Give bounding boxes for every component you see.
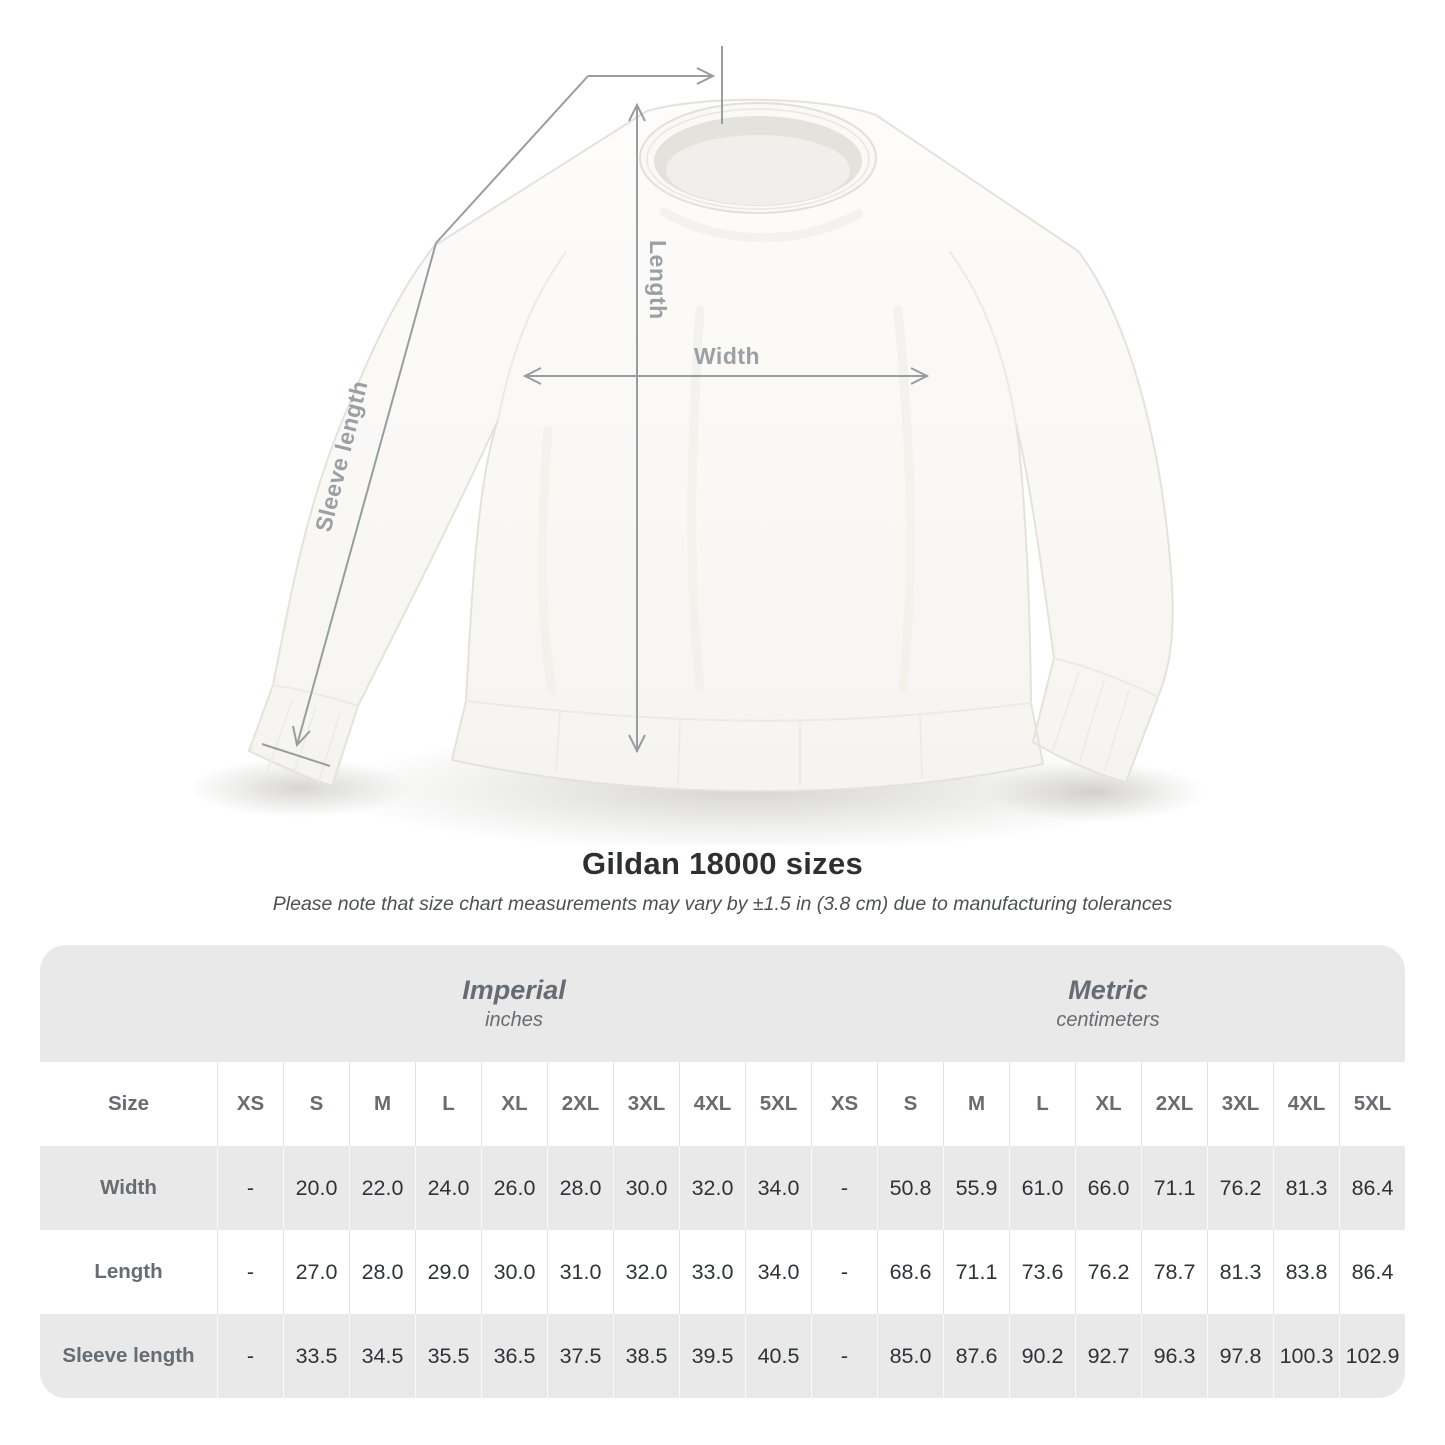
imperial-unit: inches bbox=[485, 1009, 543, 1031]
value-cell: 78.7 bbox=[1141, 1230, 1207, 1314]
value-cell: 83.8 bbox=[1273, 1230, 1339, 1314]
size-header-l: L bbox=[415, 1062, 481, 1146]
value-cell: 50.8 bbox=[877, 1146, 943, 1230]
value-cell: 55.9 bbox=[943, 1146, 1009, 1230]
row-width bbox=[40, 1146, 1405, 1230]
value-cell: 66.0 bbox=[1075, 1146, 1141, 1230]
size-header-l: L bbox=[1009, 1062, 1075, 1146]
value-cell: - bbox=[811, 1314, 877, 1398]
value-cell: 81.3 bbox=[1273, 1146, 1339, 1230]
value-cell: 90.2 bbox=[1009, 1314, 1075, 1398]
value-cell: 68.6 bbox=[877, 1230, 943, 1314]
value-cell: 32.0 bbox=[679, 1146, 745, 1230]
value-cell: 28.0 bbox=[547, 1146, 613, 1230]
size-header-s: S bbox=[283, 1062, 349, 1146]
value-cell: - bbox=[217, 1230, 283, 1314]
value-cell: 73.6 bbox=[1009, 1230, 1075, 1314]
size-header-5xl: 5XL bbox=[745, 1062, 811, 1146]
value-cell: 61.0 bbox=[1009, 1146, 1075, 1230]
value-cell: 38.5 bbox=[613, 1314, 679, 1398]
row-label: Length bbox=[94, 1260, 163, 1283]
value-cell: 85.0 bbox=[877, 1314, 943, 1398]
value-cell: 34.0 bbox=[745, 1146, 811, 1230]
length-label: Length bbox=[645, 240, 671, 320]
value-cell: 37.5 bbox=[547, 1314, 613, 1398]
value-cell: 28.0 bbox=[349, 1230, 415, 1314]
value-cell: 31.0 bbox=[547, 1230, 613, 1314]
value-cell: 102.9 bbox=[1339, 1314, 1405, 1398]
size-header-2xl: 2XL bbox=[1141, 1062, 1207, 1146]
size-header-3xl: 3XL bbox=[1207, 1062, 1273, 1146]
row-label: Width bbox=[100, 1176, 157, 1199]
value-cell: - bbox=[217, 1314, 283, 1398]
value-cell: 30.0 bbox=[481, 1230, 547, 1314]
value-cell: - bbox=[811, 1230, 877, 1314]
value-cell: 34.0 bbox=[745, 1230, 811, 1314]
sleeve-length-label: Sleeve length bbox=[309, 377, 373, 535]
value-cell: 86.4 bbox=[1339, 1146, 1405, 1230]
size-table bbox=[40, 945, 1405, 1398]
value-cell: 92.7 bbox=[1075, 1314, 1141, 1398]
metric-group-header bbox=[811, 945, 1405, 1062]
row-sleeve-length bbox=[40, 1314, 1405, 1398]
value-cell: 35.5 bbox=[415, 1314, 481, 1398]
band-spacer bbox=[40, 945, 217, 1062]
value-cell: 26.0 bbox=[481, 1146, 547, 1230]
value-cell: - bbox=[811, 1146, 877, 1230]
row-length bbox=[40, 1230, 1405, 1314]
value-cell: 29.0 bbox=[415, 1230, 481, 1314]
value-cell: 33.0 bbox=[679, 1230, 745, 1314]
imperial-group-header bbox=[217, 945, 811, 1062]
width-label: Width bbox=[693, 343, 761, 369]
value-cell: 33.5 bbox=[283, 1314, 349, 1398]
size-table-rows bbox=[40, 1062, 1405, 1398]
value-cell: 71.1 bbox=[943, 1230, 1009, 1314]
size-header-xs: XS bbox=[217, 1062, 283, 1146]
size-header-xl: XL bbox=[1075, 1062, 1141, 1146]
value-cell: 87.6 bbox=[943, 1314, 1009, 1398]
value-cell: 36.5 bbox=[481, 1314, 547, 1398]
size-column-header: Size bbox=[107, 1092, 150, 1115]
value-cell: 39.5 bbox=[679, 1314, 745, 1398]
size-header-5xl: 5XL bbox=[1339, 1062, 1405, 1146]
metric-unit: centimeters bbox=[1056, 1009, 1160, 1031]
value-cell: 81.3 bbox=[1207, 1230, 1273, 1314]
value-cell: 96.3 bbox=[1141, 1314, 1207, 1398]
size-header-row bbox=[40, 1062, 1405, 1146]
value-cell: 32.0 bbox=[613, 1230, 679, 1314]
collar bbox=[640, 103, 876, 213]
size-header-s: S bbox=[877, 1062, 943, 1146]
size-header-xl: XL bbox=[481, 1062, 547, 1146]
size-header-4xl: 4XL bbox=[1273, 1062, 1339, 1146]
value-cell: 100.3 bbox=[1273, 1314, 1339, 1398]
size-header-2xl: 2XL bbox=[547, 1062, 613, 1146]
imperial-title: Imperial bbox=[462, 975, 566, 1005]
row-label: Sleeve length bbox=[62, 1344, 195, 1367]
size-header-3xl: 3XL bbox=[613, 1062, 679, 1146]
value-cell: 27.0 bbox=[283, 1230, 349, 1314]
sweatshirt-illustration bbox=[249, 100, 1173, 791]
units-band bbox=[40, 945, 1405, 1062]
value-cell: 22.0 bbox=[349, 1146, 415, 1230]
value-cell: 71.1 bbox=[1141, 1146, 1207, 1230]
page-title: Gildan 18000 sizes bbox=[581, 846, 864, 881]
value-cell: 20.0 bbox=[283, 1146, 349, 1230]
value-cell: 40.5 bbox=[745, 1314, 811, 1398]
size-header-xs: XS bbox=[811, 1062, 877, 1146]
value-cell: 34.5 bbox=[349, 1314, 415, 1398]
value-cell: 86.4 bbox=[1339, 1230, 1405, 1314]
size-header-m: M bbox=[943, 1062, 1009, 1146]
value-cell: 30.0 bbox=[613, 1146, 679, 1230]
value-cell: 97.8 bbox=[1207, 1314, 1273, 1398]
value-cell: 76.2 bbox=[1207, 1146, 1273, 1230]
size-header-4xl: 4XL bbox=[679, 1062, 745, 1146]
value-cell: - bbox=[217, 1146, 283, 1230]
value-cell: 24.0 bbox=[415, 1146, 481, 1230]
size-header-m: M bbox=[349, 1062, 415, 1146]
value-cell: 76.2 bbox=[1075, 1230, 1141, 1314]
tolerance-note: Please note that size chart measurements may vary by ±1.5 in (3.8 cm) due to manufacturing tolerances bbox=[272, 893, 1173, 915]
metric-title: Metric bbox=[1068, 975, 1148, 1005]
